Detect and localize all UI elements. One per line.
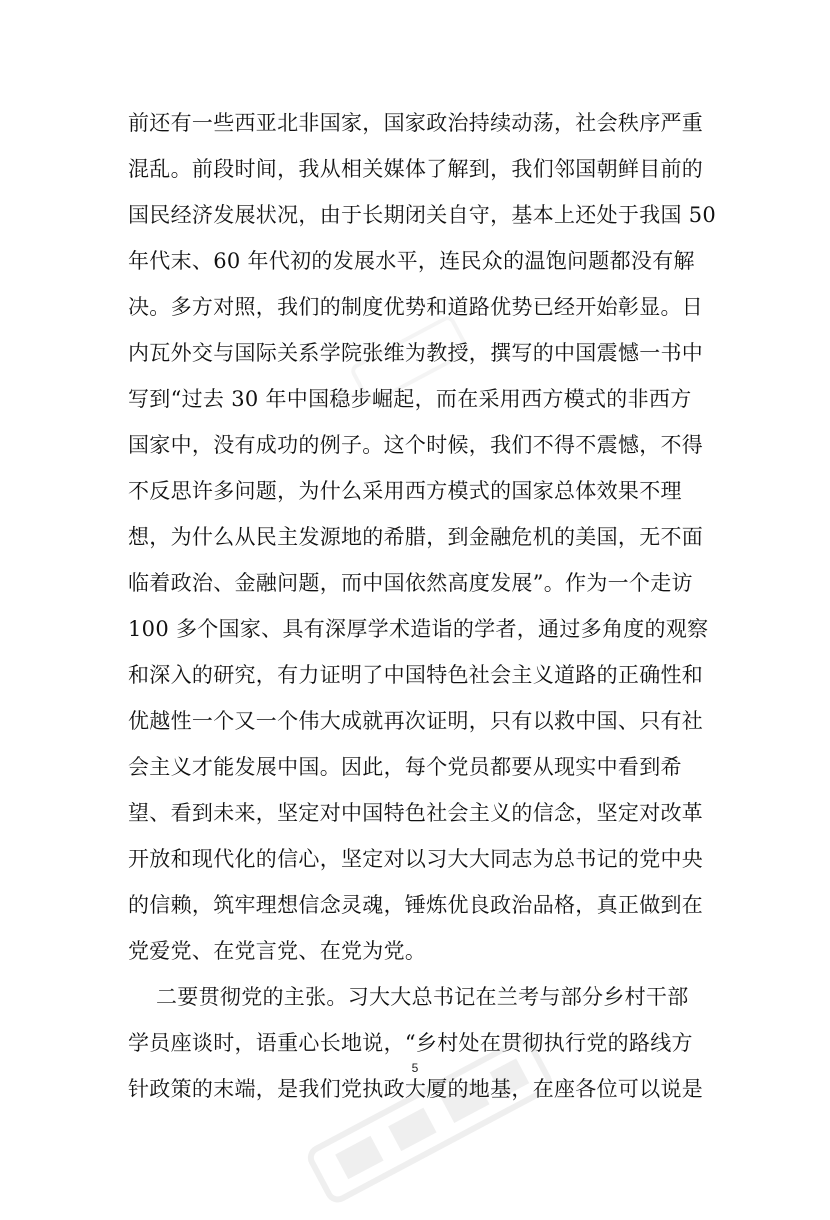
text-line: 100 多个国家、具有深厚学术造诣的学者，通过多角度的观察 bbox=[128, 617, 709, 641]
page-number: 5 bbox=[411, 1061, 419, 1075]
text-line: 和深入的研究，有力证明了中国特色社会主义道路的正确性和 bbox=[128, 663, 704, 687]
text-line: 不反思许多问题，为什么采用西方模式的国家总体效果不理 bbox=[128, 479, 682, 503]
text-line: 临着政治、金融问题，而中国依然高度发展”。作为一个走访 bbox=[128, 571, 693, 595]
text-line-paragraph-start: 二要贯彻党的主张。习大大总书记在兰考与部分乡村干部 bbox=[156, 985, 689, 1009]
text-line: 针政策的末端，是我们党执政大厦的地基，在座各位可以说是 bbox=[128, 1077, 704, 1101]
body-text bbox=[128, 100, 717, 1112]
text-line: 年代末、60 年代初的发展水平，连民众的温饱问题都没有解 bbox=[128, 249, 695, 273]
text-line: 优越性一个又一个伟大成就再次证明，只有以救中国、只有社 bbox=[128, 709, 704, 733]
text-line: 望、看到未来，坚定对中国特色社会主义的信念，坚定对改革 bbox=[128, 801, 704, 825]
text-line: 开放和现代化的信心，坚定对以习大大同志为总书记的党中央 bbox=[128, 847, 704, 871]
text-line: 前还有一些西亚北非国家，国家政治持续动荡，社会秩序严重 bbox=[128, 111, 704, 135]
text-line: 写到“过去 30 年中国稳步崛起，而在采用西方模式的非西方 bbox=[128, 387, 692, 411]
text-line: 决。多方对照，我们的制度优势和道路优势已经开始彰显。日 bbox=[128, 295, 704, 319]
text-line: 会主义才能发展中国。因此，每个党员都要从现实中看到希 bbox=[128, 755, 682, 779]
text-line: 党爱党、在党言党、在党为党。 bbox=[128, 939, 427, 963]
text-line: 想，为什么从民主发源地的希腊，到金融危机的美国，无不面 bbox=[128, 525, 704, 549]
text-line: 国家中，没有成功的例子。这个时候，我们不得不震憾，不得 bbox=[128, 433, 704, 457]
text-line: 内瓦外交与国际关系学院张维为教授，撰写的中国震憾一书中 bbox=[128, 341, 704, 365]
text-line: 混乱。前段时间，我从相关媒体了解到，我们邻国朝鲜目前的 bbox=[128, 157, 704, 181]
text-line: 的信赖，筑牢理想信念灵魂，锤炼优良政治品格，真正做到在 bbox=[128, 893, 704, 917]
text-line: 学员座谈时，语重心长地说，“乡村处在贯彻执行党的路线方 bbox=[128, 1031, 693, 1055]
text-line: 国民经济发展状况，由于长期闭关自守，基本上还处于我国 50 bbox=[128, 203, 717, 227]
